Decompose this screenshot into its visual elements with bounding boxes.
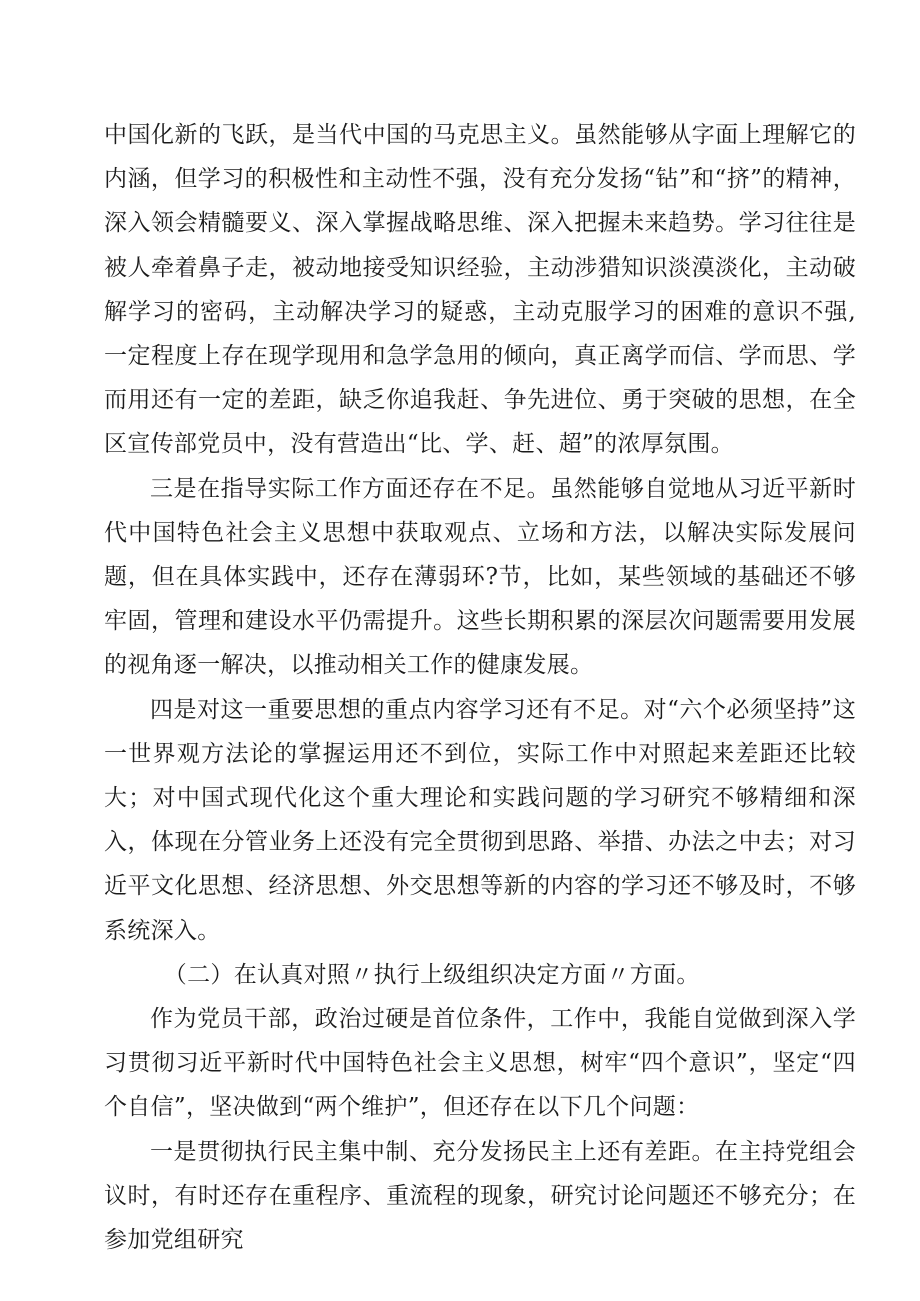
paragraph-point-four: 四是对这一重要思想的重点内容学习还有不足。对“六个必须坚持”这一世界观方法论的掌握运用还不到位，实际工作中对照起来差距还比较大；对中国式现代化这个重大理论和实践问题的学习研究不够精细和深入，体现在分管业务上还没有完全贯彻到思路、举措、办法之中去；对习近平文化思想、经济思想、外交思想等新的内容的学习还不够及时，不够系统深入。 [104, 696, 856, 944]
paragraph-political-intro: 作为党员干部，政治过硬是首位条件，工作中，我能自觉做到深入学习贯彻习近平新时代中国特色社会主义思想，树牢“四个意识”，坚定“四个自信”，坚决做到“两个维护”，但还存在以下几个问题： [104, 1006, 856, 1121]
document-body [104, 113, 856, 1262]
paragraph-continued-study-attitude: 中国化新的飞跃，是当代中国的马克思主义。虽然能够从字面上理解它的内涵，但学习的积极性和主动性不强，没有充分发扬“钻”和“挤”的精神，深入领会精髓要义、深入掌握战略思维、深入把握未来趋势。学习往往是被人牵着鼻子走，被动地接受知识经验，主动涉猎知识淡漠淡化，主动破解学习的密码，主动解决学习的疑惑，主动克服学习的困难的意识不强,一定程度上存在现学现用和急学急用的倾向，真正离学而信、学而思、学而用还有一定的差距，缺乏你追我赶、争先进位、勇于突破的思想，在全区宣传部党员中，没有营造出“比、学、赶、超”的浓厚氛围。 [104, 122, 856, 458]
section-heading-two: （二）在认真对照〃执行上级组织决定方面〃方面。 [163, 961, 700, 988]
paragraph-point-three: 三是在指导实际工作方面还存在不足。虽然能够自觉地从习近平新时代中国特色社会主义思想中获取观点、立场和方法，以解决实际发展问题，但在具体实践中，还存在薄弱环?节，比如，某些领域的基础还不够牢固，管理和建设水平仍需提升。这些长期积累的深层次问题需要用发展的视角逐一解决，以推动相关工作的健康发展。 [104, 475, 856, 679]
paragraph-point-one-democracy: 一是贯彻执行民主集中制、充分发扬民主上还有差距。在主持党组会议时，有时还存在重程序、重流程的现象，研究讨论问题还不够充分；在参加党组研究 [104, 1138, 856, 1254]
